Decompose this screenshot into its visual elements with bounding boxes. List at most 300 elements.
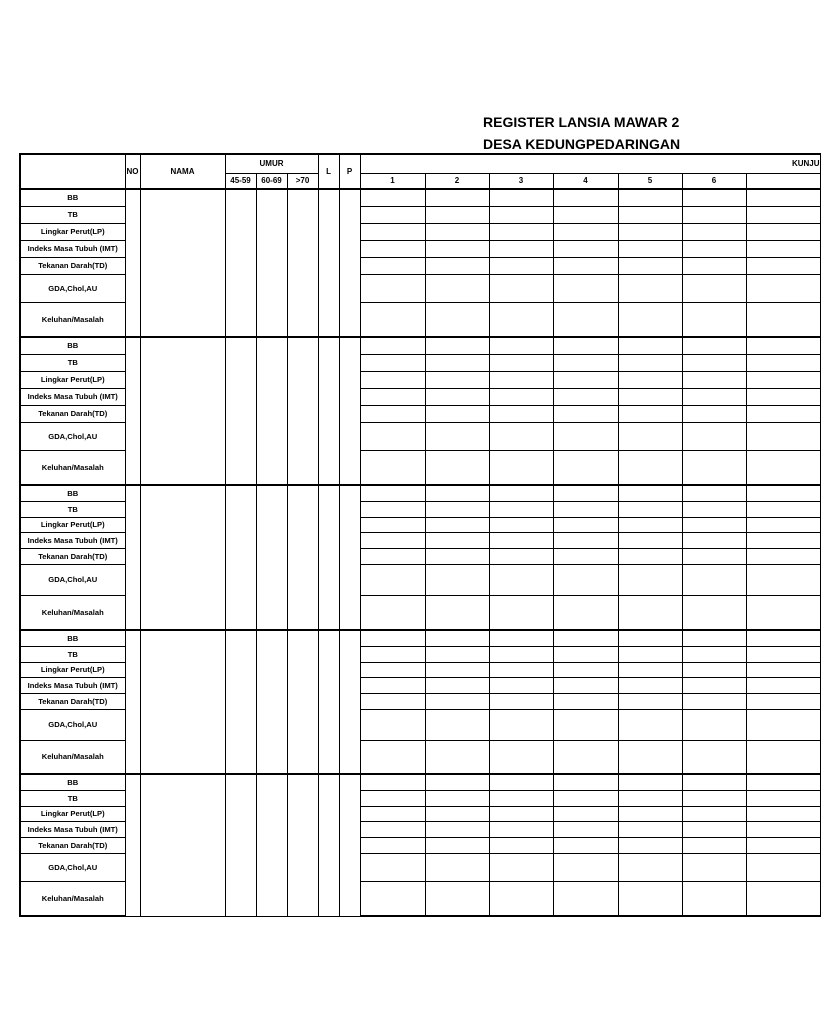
- visit-cell[interactable]: [489, 405, 553, 422]
- visit-cell[interactable]: [618, 206, 682, 223]
- measurement-label: GDA,Chol,AU: [20, 564, 125, 595]
- visit-cell[interactable]: [360, 501, 425, 517]
- visit-cell[interactable]: [360, 630, 425, 646]
- visit-cell[interactable]: [360, 371, 425, 388]
- visit-cell[interactable]: [553, 774, 618, 790]
- visit-cell[interactable]: [746, 501, 820, 517]
- visit-cell[interactable]: [682, 485, 746, 501]
- measurement-row: [20, 189, 820, 206]
- visit-cell[interactable]: [682, 223, 746, 240]
- age-70-cell[interactable]: [287, 774, 318, 916]
- visit-cell[interactable]: [682, 206, 746, 223]
- visit-cell[interactable]: [360, 853, 425, 881]
- visit-cell[interactable]: [360, 564, 425, 595]
- visit-cell[interactable]: [682, 405, 746, 422]
- visit-cell[interactable]: [360, 517, 425, 532]
- visit-cell[interactable]: [489, 354, 553, 371]
- measurement-label: Keluhan/Masalah: [20, 740, 125, 774]
- visit-cell[interactable]: [360, 189, 425, 206]
- visit-cell[interactable]: [360, 662, 425, 677]
- visit-cell[interactable]: [489, 485, 553, 501]
- visit-cell[interactable]: [618, 485, 682, 501]
- visit-cell[interactable]: [682, 257, 746, 274]
- visit-cell[interactable]: [746, 693, 820, 709]
- visit-cell[interactable]: [425, 302, 489, 337]
- age-70-cell[interactable]: [287, 337, 318, 485]
- visit-cell[interactable]: [553, 485, 618, 501]
- p-cell[interactable]: [339, 337, 360, 485]
- visit-cell[interactable]: [425, 485, 489, 501]
- visit-cell[interactable]: [360, 821, 425, 837]
- visit-cell[interactable]: [360, 257, 425, 274]
- visit-cell[interactable]: [360, 450, 425, 485]
- visit-cell[interactable]: [746, 564, 820, 595]
- age-70-cell[interactable]: [287, 189, 318, 337]
- visit-cell[interactable]: [489, 223, 553, 240]
- visit-cell[interactable]: [618, 354, 682, 371]
- visit-cell[interactable]: [618, 821, 682, 837]
- visit-cell[interactable]: [425, 853, 489, 881]
- visit-cell[interactable]: [553, 790, 618, 806]
- age-70-cell[interactable]: [287, 485, 318, 630]
- nama-cell[interactable]: [140, 630, 225, 774]
- visit-cell[interactable]: [489, 595, 553, 630]
- visit-cell[interactable]: [425, 662, 489, 677]
- measurement-label: BB: [20, 630, 125, 646]
- visit-cell[interactable]: [682, 790, 746, 806]
- visit-cell[interactable]: [553, 189, 618, 206]
- visit-cell[interactable]: [489, 388, 553, 405]
- visit-cell[interactable]: [682, 189, 746, 206]
- age-60-69-cell[interactable]: [256, 774, 287, 916]
- visit-cell[interactable]: [553, 450, 618, 485]
- visit-cell[interactable]: [618, 302, 682, 337]
- visit-cell[interactable]: [425, 693, 489, 709]
- p-cell[interactable]: [339, 630, 360, 774]
- visit-cell[interactable]: [682, 388, 746, 405]
- visit-cell[interactable]: [489, 564, 553, 595]
- age-45-59-cell[interactable]: [225, 337, 256, 485]
- visit-cell[interactable]: [425, 354, 489, 371]
- measurement-label: GDA,Chol,AU: [20, 422, 125, 450]
- visit-cell[interactable]: [360, 223, 425, 240]
- visit-cell[interactable]: [489, 337, 553, 354]
- age-60-69-cell[interactable]: [256, 485, 287, 630]
- visit-cell[interactable]: [746, 548, 820, 564]
- visit-cell[interactable]: [682, 337, 746, 354]
- visit-cell[interactable]: [682, 806, 746, 821]
- age-45-59-cell[interactable]: [225, 189, 256, 337]
- l-cell[interactable]: [318, 337, 339, 485]
- visit-cell[interactable]: [489, 517, 553, 532]
- visit-cell[interactable]: [682, 371, 746, 388]
- l-cell[interactable]: [318, 485, 339, 630]
- age-70-cell[interactable]: [287, 630, 318, 774]
- visit-cell[interactable]: [553, 223, 618, 240]
- visit-cell[interactable]: [746, 837, 820, 853]
- visit-header: 5: [618, 173, 682, 189]
- visit-cell[interactable]: [489, 501, 553, 517]
- visit-cell[interactable]: [682, 821, 746, 837]
- visit-cell[interactable]: [553, 821, 618, 837]
- visit-cell[interactable]: [425, 223, 489, 240]
- visit-cell[interactable]: [489, 630, 553, 646]
- visit-cell[interactable]: [682, 548, 746, 564]
- visit-cell[interactable]: [618, 774, 682, 790]
- visit-cell[interactable]: [746, 821, 820, 837]
- visit-cell[interactable]: [553, 257, 618, 274]
- visit-cell[interactable]: [618, 337, 682, 354]
- visit-cell[interactable]: [746, 354, 820, 371]
- measurement-label: Tekanan Darah(TD): [20, 405, 125, 422]
- visit-cell[interactable]: [425, 405, 489, 422]
- visit-cell[interactable]: [425, 240, 489, 257]
- visit-cell[interactable]: [553, 422, 618, 450]
- visit-cell[interactable]: [489, 257, 553, 274]
- visit-cell[interactable]: [360, 709, 425, 740]
- visit-cell[interactable]: [618, 740, 682, 774]
- visit-cell[interactable]: [746, 223, 820, 240]
- visit-cell[interactable]: [553, 646, 618, 662]
- visit-cell[interactable]: [682, 693, 746, 709]
- visit-cell[interactable]: [746, 274, 820, 302]
- no-cell[interactable]: [125, 630, 140, 774]
- visit-cell[interactable]: [425, 837, 489, 853]
- visit-cell[interactable]: [553, 501, 618, 517]
- visit-cell[interactable]: [425, 501, 489, 517]
- nama-cell[interactable]: [140, 337, 225, 485]
- visit-cell[interactable]: [360, 354, 425, 371]
- visit-cell[interactable]: [553, 709, 618, 740]
- visit-cell[interactable]: [489, 302, 553, 337]
- visit-cell[interactable]: [553, 388, 618, 405]
- visit-cell[interactable]: [553, 693, 618, 709]
- l-cell[interactable]: [318, 774, 339, 916]
- visit-cell[interactable]: [618, 532, 682, 548]
- visit-cell[interactable]: [618, 371, 682, 388]
- visit-cell[interactable]: [425, 532, 489, 548]
- visit-cell[interactable]: [489, 821, 553, 837]
- visit-cell[interactable]: [746, 450, 820, 485]
- visit-cell[interactable]: [746, 485, 820, 501]
- visit-cell[interactable]: [682, 630, 746, 646]
- no-cell[interactable]: [125, 189, 140, 337]
- visit-header: 3: [489, 173, 553, 189]
- visit-cell[interactable]: [553, 630, 618, 646]
- visit-cell[interactable]: [618, 646, 682, 662]
- visit-cell[interactable]: [489, 240, 553, 257]
- visit-cell[interactable]: [360, 646, 425, 662]
- visit-cell[interactable]: [360, 532, 425, 548]
- nama-cell[interactable]: [140, 774, 225, 916]
- visit-cell[interactable]: [746, 302, 820, 337]
- visit-cell[interactable]: [682, 517, 746, 532]
- visit-cell[interactable]: [425, 677, 489, 693]
- visit-cell[interactable]: [553, 806, 618, 821]
- visit-cell[interactable]: [489, 189, 553, 206]
- visit-cell[interactable]: [682, 302, 746, 337]
- visit-cell[interactable]: [360, 595, 425, 630]
- visit-cell[interactable]: [489, 806, 553, 821]
- visit-cell[interactable]: [618, 677, 682, 693]
- p-cell[interactable]: [339, 485, 360, 630]
- visit-cell[interactable]: [425, 450, 489, 485]
- visit-cell[interactable]: [425, 422, 489, 450]
- no-cell[interactable]: [125, 774, 140, 916]
- visit-cell[interactable]: [425, 337, 489, 354]
- visit-cell[interactable]: [682, 501, 746, 517]
- visit-cell[interactable]: [618, 223, 682, 240]
- visit-cell[interactable]: [682, 274, 746, 302]
- visit-cell[interactable]: [746, 371, 820, 388]
- measurement-label: Tekanan Darah(TD): [20, 548, 125, 564]
- measurement-label: BB: [20, 189, 125, 206]
- visit-cell[interactable]: [618, 790, 682, 806]
- age-45-59-cell[interactable]: [225, 485, 256, 630]
- visit-cell[interactable]: [618, 422, 682, 450]
- visit-cell[interactable]: [682, 532, 746, 548]
- visit-cell[interactable]: [425, 740, 489, 774]
- visit-cell[interactable]: [489, 274, 553, 302]
- visit-cell[interactable]: [553, 740, 618, 774]
- visit-cell[interactable]: [553, 302, 618, 337]
- visit-cell[interactable]: [425, 548, 489, 564]
- visit-cell[interactable]: [553, 274, 618, 302]
- measurement-label: Indeks Masa Tubuh (IMT): [20, 821, 125, 837]
- visit-cell[interactable]: [618, 501, 682, 517]
- visit-cell[interactable]: [489, 740, 553, 774]
- visit-cell[interactable]: [360, 206, 425, 223]
- visit-cell[interactable]: [746, 517, 820, 532]
- visit-cell[interactable]: [553, 240, 618, 257]
- visit-cell[interactable]: [489, 548, 553, 564]
- visit-cell[interactable]: [746, 532, 820, 548]
- visit-cell[interactable]: [489, 837, 553, 853]
- visit-cell[interactable]: [425, 517, 489, 532]
- visit-cell[interactable]: [360, 693, 425, 709]
- visit-cell[interactable]: [682, 564, 746, 595]
- age-60-69-cell[interactable]: [256, 337, 287, 485]
- age-group-header: >70: [287, 173, 318, 189]
- visit-cell[interactable]: [489, 646, 553, 662]
- visit-cell[interactable]: [425, 881, 489, 916]
- visit-cell[interactable]: [360, 405, 425, 422]
- visit-cell[interactable]: [425, 257, 489, 274]
- visit-cell[interactable]: [682, 422, 746, 450]
- visit-cell[interactable]: [553, 532, 618, 548]
- visit-cell[interactable]: [618, 189, 682, 206]
- visit-cell[interactable]: [553, 837, 618, 853]
- visit-cell[interactable]: [360, 337, 425, 354]
- visit-cell[interactable]: [489, 709, 553, 740]
- visit-cell[interactable]: [360, 790, 425, 806]
- visit-cell[interactable]: [360, 881, 425, 916]
- visit-cell[interactable]: [618, 595, 682, 630]
- visit-cell[interactable]: [425, 774, 489, 790]
- visit-cell[interactable]: [746, 881, 820, 916]
- visit-cell[interactable]: [489, 206, 553, 223]
- visit-cell[interactable]: [618, 881, 682, 916]
- visit-cell[interactable]: [746, 257, 820, 274]
- no-cell[interactable]: [125, 337, 140, 485]
- visit-cell[interactable]: [553, 337, 618, 354]
- visit-cell[interactable]: [618, 837, 682, 853]
- visit-cell[interactable]: [682, 740, 746, 774]
- visit-cell[interactable]: [682, 662, 746, 677]
- visit-cell[interactable]: [425, 564, 489, 595]
- visit-cell[interactable]: [425, 790, 489, 806]
- age-60-69-cell[interactable]: [256, 189, 287, 337]
- visit-cell[interactable]: [425, 821, 489, 837]
- visit-cell[interactable]: [489, 422, 553, 450]
- visit-cell[interactable]: [553, 517, 618, 532]
- nama-cell[interactable]: [140, 189, 225, 337]
- visit-cell[interactable]: [553, 548, 618, 564]
- visit-cell[interactable]: [360, 240, 425, 257]
- visit-cell[interactable]: [746, 774, 820, 790]
- visit-cell[interactable]: [746, 388, 820, 405]
- no-cell[interactable]: [125, 485, 140, 630]
- l-cell[interactable]: [318, 630, 339, 774]
- measurement-label: TB: [20, 354, 125, 371]
- visit-cell[interactable]: [682, 709, 746, 740]
- visit-cell[interactable]: [618, 450, 682, 485]
- visit-cell[interactable]: [682, 881, 746, 916]
- visit-cell[interactable]: [682, 354, 746, 371]
- visit-cell[interactable]: [553, 662, 618, 677]
- visit-cell[interactable]: [618, 240, 682, 257]
- visit-cell[interactable]: [618, 853, 682, 881]
- visit-cell[interactable]: [682, 837, 746, 853]
- visit-cell[interactable]: [682, 595, 746, 630]
- l-cell[interactable]: [318, 189, 339, 337]
- visit-cell[interactable]: [746, 662, 820, 677]
- visit-cell[interactable]: [360, 806, 425, 821]
- visit-cell[interactable]: [618, 662, 682, 677]
- visit-cell[interactable]: [746, 646, 820, 662]
- age-60-69-cell[interactable]: [256, 630, 287, 774]
- visit-cell[interactable]: [746, 630, 820, 646]
- visit-cell[interactable]: [425, 630, 489, 646]
- visit-cell[interactable]: [746, 677, 820, 693]
- visit-cell[interactable]: [360, 740, 425, 774]
- visit-cell[interactable]: [360, 677, 425, 693]
- visit-cell[interactable]: [746, 853, 820, 881]
- visit-cell[interactable]: [618, 517, 682, 532]
- visit-cell[interactable]: [682, 240, 746, 257]
- visit-header: 1: [360, 173, 425, 189]
- visit-cell[interactable]: [425, 595, 489, 630]
- visit-cell[interactable]: [489, 693, 553, 709]
- visit-cell[interactable]: [360, 422, 425, 450]
- visit-cell[interactable]: [553, 595, 618, 630]
- visit-cell[interactable]: [360, 274, 425, 302]
- visit-cell[interactable]: [746, 240, 820, 257]
- measurement-label: Lingkar Perut(LP): [20, 223, 125, 240]
- visit-cell[interactable]: [553, 677, 618, 693]
- visit-cell[interactable]: [425, 206, 489, 223]
- nama-header: NAMA: [140, 154, 225, 189]
- visit-cell[interactable]: [682, 646, 746, 662]
- visit-cell[interactable]: [682, 450, 746, 485]
- visit-cell[interactable]: [360, 548, 425, 564]
- visit-cell[interactable]: [489, 790, 553, 806]
- visit-cell[interactable]: [618, 564, 682, 595]
- visit-cell[interactable]: [553, 371, 618, 388]
- visit-cell[interactable]: [746, 189, 820, 206]
- age-45-59-cell[interactable]: [225, 774, 256, 916]
- visit-cell[interactable]: [425, 709, 489, 740]
- measurement-label: TB: [20, 206, 125, 223]
- p-cell[interactable]: [339, 774, 360, 916]
- visit-cell[interactable]: [746, 806, 820, 821]
- visit-cell[interactable]: [489, 371, 553, 388]
- visit-cell[interactable]: [682, 853, 746, 881]
- visit-cell[interactable]: [360, 388, 425, 405]
- visit-cell[interactable]: [489, 450, 553, 485]
- visit-cell[interactable]: [489, 662, 553, 677]
- visit-cell[interactable]: [425, 274, 489, 302]
- visit-cell[interactable]: [553, 881, 618, 916]
- register-table: [19, 153, 821, 917]
- visit-cell[interactable]: [746, 709, 820, 740]
- l-header: L: [318, 154, 339, 189]
- visit-cell[interactable]: [746, 740, 820, 774]
- visit-cell[interactable]: [618, 693, 682, 709]
- visit-cell[interactable]: [489, 853, 553, 881]
- visit-cell[interactable]: [425, 646, 489, 662]
- visit-cell[interactable]: [489, 677, 553, 693]
- visit-cell[interactable]: [682, 677, 746, 693]
- visit-cell[interactable]: [553, 405, 618, 422]
- visit-cell[interactable]: [360, 485, 425, 501]
- visit-cell[interactable]: [746, 405, 820, 422]
- visit-cell[interactable]: [425, 388, 489, 405]
- visit-cell[interactable]: [618, 630, 682, 646]
- visit-cell[interactable]: [360, 774, 425, 790]
- visit-cell[interactable]: [618, 709, 682, 740]
- visit-cell[interactable]: [746, 595, 820, 630]
- visit-cell[interactable]: [618, 806, 682, 821]
- visit-cell[interactable]: [360, 837, 425, 853]
- visit-cell[interactable]: [489, 774, 553, 790]
- visit-cell[interactable]: [746, 206, 820, 223]
- visit-cell[interactable]: [746, 337, 820, 354]
- visit-cell[interactable]: [553, 206, 618, 223]
- visit-cell[interactable]: [553, 354, 618, 371]
- visit-cell[interactable]: [746, 790, 820, 806]
- visit-cell[interactable]: [618, 405, 682, 422]
- visit-cell[interactable]: [682, 774, 746, 790]
- visit-cell[interactable]: [425, 371, 489, 388]
- visit-cell[interactable]: [489, 881, 553, 916]
- age-45-59-cell[interactable]: [225, 630, 256, 774]
- nama-cell[interactable]: [140, 485, 225, 630]
- visit-cell[interactable]: [425, 189, 489, 206]
- visit-cell[interactable]: [360, 302, 425, 337]
- visit-cell[interactable]: [618, 257, 682, 274]
- visit-cell[interactable]: [618, 274, 682, 302]
- visit-cell[interactable]: [553, 564, 618, 595]
- visit-cell[interactable]: [618, 548, 682, 564]
- visit-cell[interactable]: [618, 388, 682, 405]
- visit-cell[interactable]: [746, 422, 820, 450]
- visit-cell[interactable]: [553, 853, 618, 881]
- visit-cell[interactable]: [489, 532, 553, 548]
- measurement-label: BB: [20, 337, 125, 354]
- visit-cell[interactable]: [425, 806, 489, 821]
- p-cell[interactable]: [339, 189, 360, 337]
